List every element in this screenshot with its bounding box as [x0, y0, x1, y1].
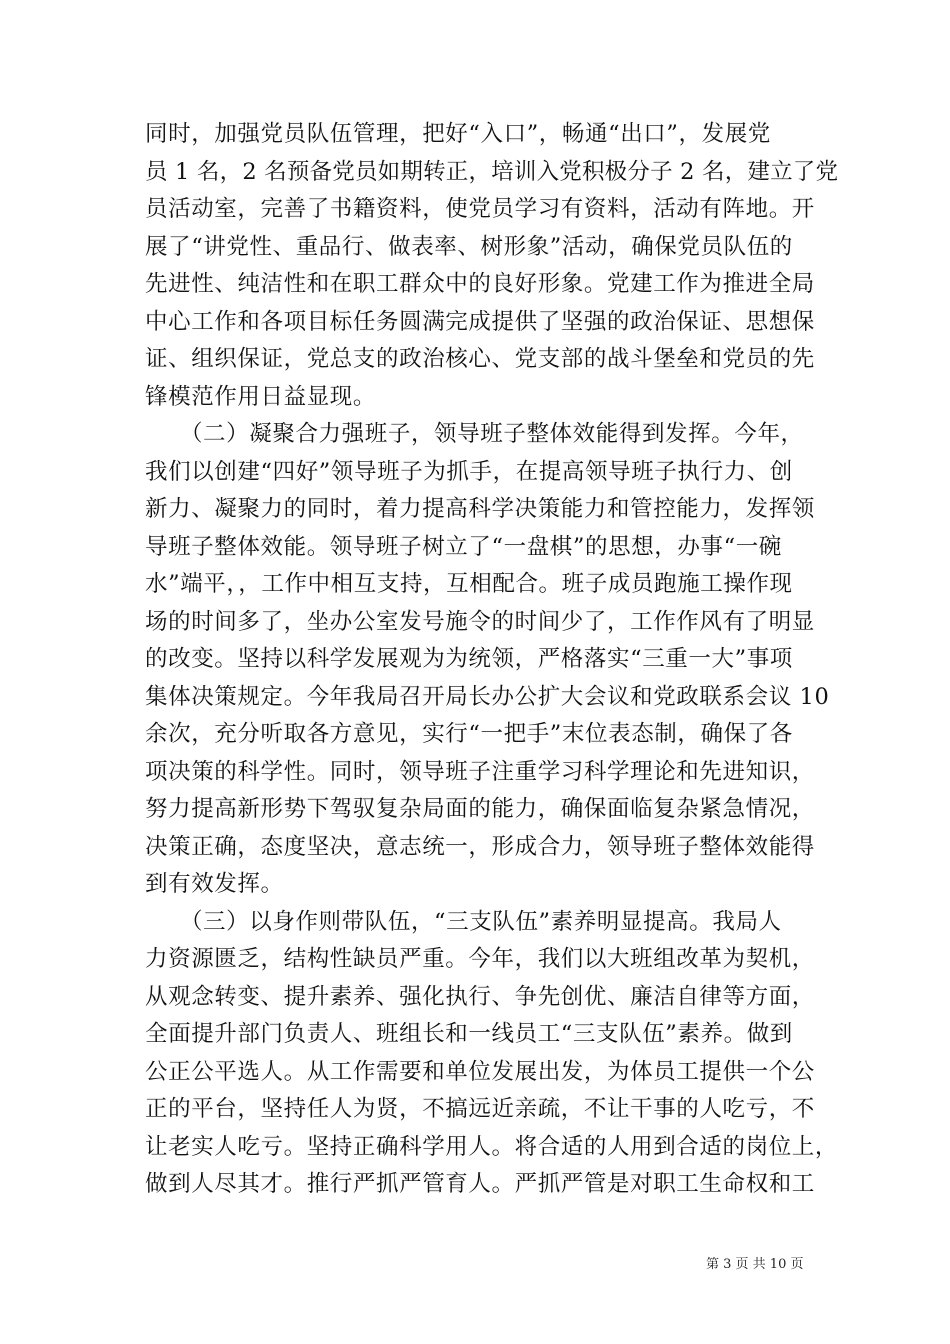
page-number-footer: 第 3 页 共 10 页: [706, 1257, 804, 1272]
text-line: 场的时间多了，坐办公室发号施令的时间少了，工作作风有了明显: [145, 608, 815, 635]
text-line: 先进性、纯洁性和在职工群众中的良好形象。党建工作为推进全局: [145, 271, 815, 297]
text-line: 全面提升部门负责人、班组长和一线员工“三支队伍”素养。做到: [145, 1021, 793, 1047]
text-line: 让老实人吃亏。坚持正确科学用人。将合适的人用到合适的岗位上，: [145, 1133, 839, 1160]
text-line: 证、组织保证，党总支的政治核心、党支部的战斗堡垒和党员的先: [145, 346, 815, 372]
text-line: 导班子整体效能。领导班子树立了“一盘棋”的思想，办事“一碗: [145, 533, 782, 560]
text-line: （二）凝聚合力强班子，领导班子整体效能得到发挥。今年，: [145, 421, 804, 447]
text-line: 中心工作和各项目标任务圆满完成提供了坚强的政治保证、思想保: [145, 308, 815, 335]
text-line: 同时，加强党员队伍管理，把好“入口”，畅通“出口”，发展党: [145, 121, 771, 147]
text-line: 决策正确，态度坚决，意志统一，形成合力，领导班子整体效能得: [145, 833, 815, 860]
text-line: 水”端平，，工作中相互支持，互相配合。班子成员跑施工操作现: [145, 571, 793, 597]
text-line: 力资源匮乏，结构性缺员严重。今年，我们以大班组改革为契机，: [145, 946, 815, 972]
text-line: 努力提高新形势下驾驭复杂局面的能力，确保面临复杂紧急情况，: [145, 796, 815, 822]
text-line: 余次，充分听取各方意见，实行“一把手”末位表态制，确保了各: [145, 721, 793, 747]
text-line: 公正公平选人。从工作需要和单位发展出发，为体员工提供一个公: [145, 1058, 815, 1085]
text-line: 集体决策规定。今年我局召开局长办公扩大会议和党政联系会议 10: [145, 683, 830, 710]
text-line: 的改变。坚持以科学发展观为为统领，严格落实“三重一大”事项: [145, 646, 793, 672]
text-line: 新力、凝聚力的同时，着力提高科学决策能力和管控能力，发挥领: [145, 496, 815, 522]
text-line: 正的平台，坚持任人为贤，不搞远近亲疏，不让干事的人吃亏，不: [145, 1096, 815, 1122]
body-text: [145, 116, 840, 1204]
text-line: 我们以创建“四好”领导班子为抓手，在提高领导班子执行力、创: [145, 458, 793, 485]
text-line: 锋模范作用日益显现。: [145, 383, 377, 410]
text-line: 展了“讲党性、重品行、做表率、树形象”活动，确保党员队伍的: [145, 233, 793, 260]
text-line: （三）以身作则带队伍，“三支队伍”素养明显提高。我局人: [145, 908, 782, 935]
text-line: 项决策的科学性。同时，领导班子注重学习科学理论和先进知识，: [145, 758, 815, 785]
text-line: 做到人尽其才。推行严抓严管育人。严抓严管是对职工生命权和工: [145, 1171, 815, 1197]
text-line: 到有效发挥。: [145, 871, 284, 897]
text-line: 员 1 名，2 名预备党员如期转正，培训入党积极分子 2 名，建立了党: [145, 158, 839, 185]
text-line: 员活动室，完善了书籍资料，使党员学习有资料，活动有阵地。开: [145, 196, 815, 222]
text-line: 从观念转变、提升素养、强化执行、争先创优、廉洁自律等方面，: [145, 983, 815, 1010]
